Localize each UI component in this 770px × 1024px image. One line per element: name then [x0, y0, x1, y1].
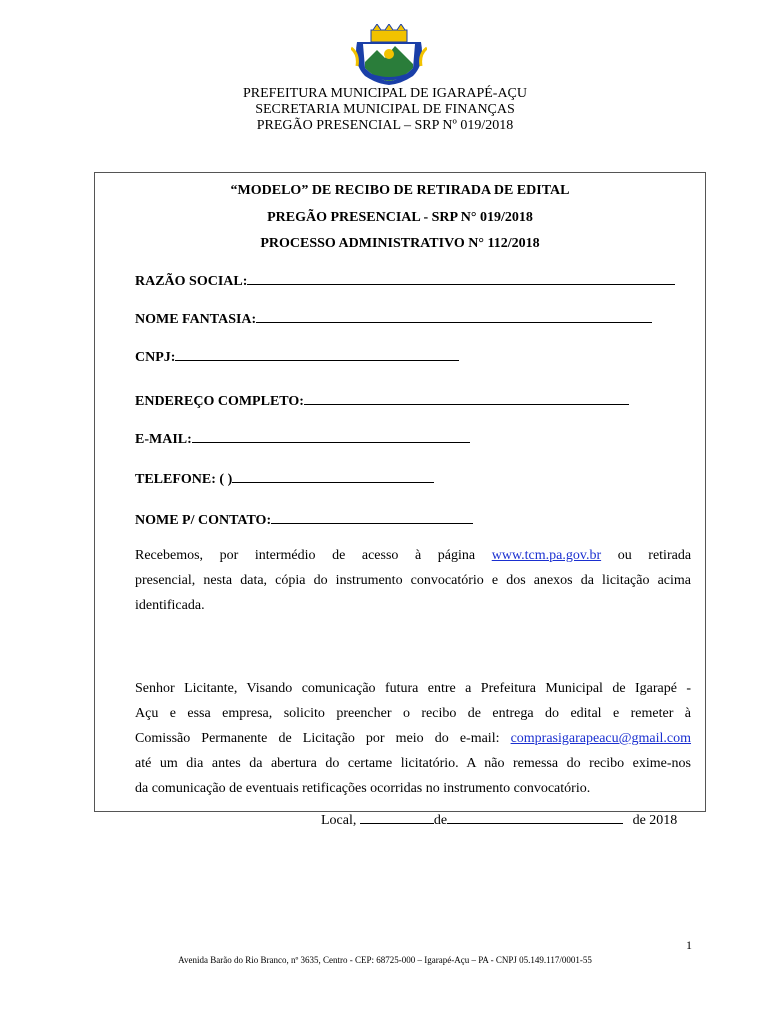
local-day-line[interactable]	[360, 809, 434, 824]
receipt-paragraph	[135, 543, 691, 618]
contato-line[interactable]	[271, 509, 473, 524]
footer-address: Avenida Barão do Rio Branco, nº 3635, Centro - CEP: 68725-000 – Igarapé-Açu – PA - CNPJ 05.149.117/0001-55	[178, 955, 592, 965]
telefone-line[interactable]	[232, 468, 434, 483]
local-label: Local,	[321, 813, 357, 828]
email-field[interactable]	[135, 428, 470, 448]
receipt-text-1: Recebemos, por intermédio de acesso à página	[135, 548, 476, 563]
cnpj-label: CNPJ:	[135, 350, 176, 365]
form-subtitle-pregao: PREGÃO PRESENCIAL - SRP N° 019/2018	[267, 210, 533, 225]
endereco-line[interactable]	[304, 390, 629, 405]
razao-social-label: RAZÃO SOCIAL:	[135, 274, 248, 289]
receipt-line-2: presencial, nesta data, cópia do instrumento convocatório e dos anexos da licitação acima	[135, 573, 691, 588]
header-prefeitura: PREFEITURA MUNICIPAL DE IGARAPÉ-AÇU	[242, 86, 528, 101]
email-label: E-MAIL:	[135, 432, 192, 447]
telefone-label: TELEFONE: ( )	[135, 472, 233, 487]
notice-line-4: até um dia antes da abertura do certame licitatório. A não remessa do recibo exime-nos	[135, 756, 691, 771]
receipt-line-1	[135, 543, 691, 568]
cnpj-field[interactable]	[135, 346, 459, 366]
local-date-line	[321, 809, 677, 829]
email-line[interactable]	[192, 428, 470, 443]
cnpj-line[interactable]	[175, 346, 459, 361]
form-subtitle-processo: PROCESSO ADMINISTRATIVO N° 112/2018	[260, 236, 540, 251]
header-pregao: PREGÃO PRESENCIAL – SRP Nº 019/2018	[256, 118, 514, 133]
receipt-text-2: ou retirada	[617, 548, 692, 563]
local-month-line[interactable]	[447, 809, 623, 824]
receipt-line-3: identificada.	[135, 598, 205, 613]
endereco-field[interactable]	[135, 390, 629, 410]
telefone-field[interactable]	[135, 468, 434, 488]
nome-fantasia-field[interactable]	[135, 308, 652, 328]
tcm-website-link[interactable]: www.tcm.pa.gov.br	[491, 548, 602, 563]
local-de: de	[433, 813, 448, 828]
nome-fantasia-label: NOME FANTASIA:	[135, 312, 257, 327]
nome-fantasia-line[interactable]	[256, 308, 652, 323]
header-secretaria: SECRETARIA MUNICIPAL DE FINANÇAS	[255, 102, 515, 117]
notice-line-5: da comunicação de eventuais retificações ocorridas no instrumento convocatório.	[135, 781, 591, 796]
document-header	[0, 86, 770, 134]
receipt-form-box	[94, 172, 706, 828]
contato-label: NOME P/ CONTATO:	[135, 513, 272, 528]
municipal-seal-icon	[351, 24, 427, 86]
notice-line-1: Senhor Licitante, Visando comunicação futura entre a Prefeitura Municipal de Igarapé -	[135, 681, 691, 696]
razao-social-line[interactable]	[247, 270, 675, 285]
razao-social-field[interactable]	[135, 270, 675, 290]
form-title: “MODELO” DE RECIBO DE RETIRADA DE EDITAL	[230, 183, 570, 198]
contato-field[interactable]	[135, 509, 473, 529]
notice-line-3	[135, 726, 691, 751]
email-link[interactable]: comprasigarapeacu@gmail.com	[510, 731, 692, 746]
notice-line-2: Açu e essa empresa, solicito preencher o recibo de entrega do edital e remeter à	[135, 706, 691, 721]
endereco-label: ENDEREÇO COMPLETO:	[135, 394, 304, 409]
notice-paragraph	[135, 676, 691, 801]
local-year: de 2018	[632, 813, 678, 828]
notice-text-3: Comissão Permanente de Licitação por meio do e-mail:	[135, 731, 500, 746]
page-number: 1	[686, 938, 692, 952]
